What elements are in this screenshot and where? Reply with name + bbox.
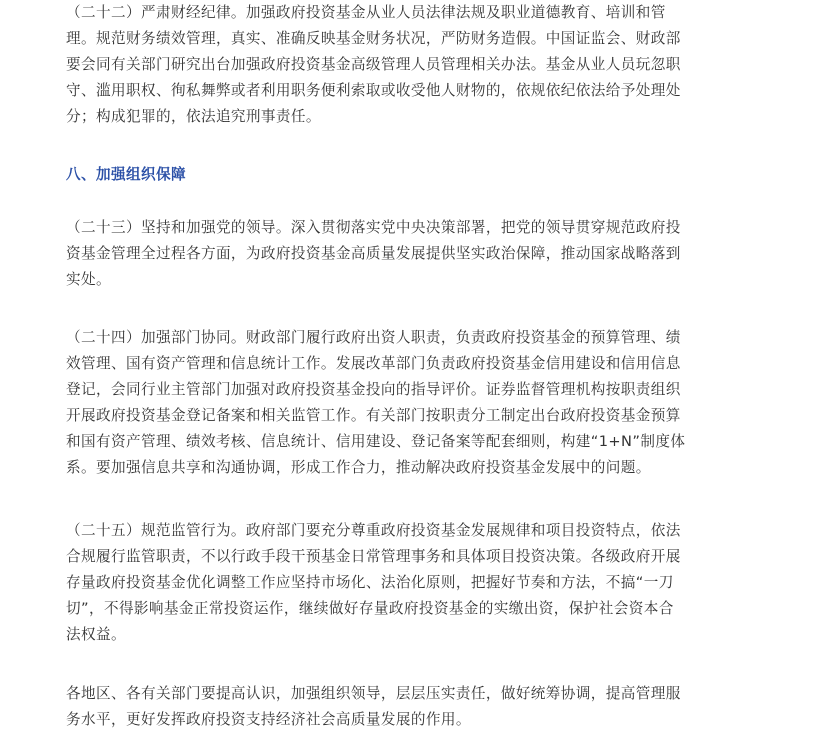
paragraph-line: 分；构成犯罪的，依法追究刑事责任。 bbox=[66, 108, 321, 125]
paragraph-line: 守、滥用职权、徇私舞弊或者利用职务便利索取或收受他人财物的，依规依纪依法给予处理处 bbox=[66, 82, 681, 99]
paragraph-final bbox=[66, 681, 681, 733]
paragraph-23 bbox=[66, 215, 681, 293]
paragraph-line: （二十三）坚持和加强党的领导。深入贯彻落实党中央决策部署，把党的领导贯穿规范政府投 bbox=[66, 219, 681, 236]
section-heading: 八、加强组织保障 bbox=[66, 166, 186, 183]
paragraph-25 bbox=[66, 518, 681, 648]
paragraph-line: 要会同有关部门研究出台加强政府投资基金高级管理人员管理相关办法。基金从业人员玩忽职 bbox=[66, 56, 681, 73]
paragraph-line: 各地区、各有关部门要提高认识，加强组织领导，层层压实责任，做好统筹协调，提高管理服 bbox=[66, 685, 681, 702]
paragraph-22 bbox=[66, 0, 681, 130]
paragraph-line: 系。要加强信息共享和沟通协调，形成工作合力，推动解决政府投资基金发展中的问题。 bbox=[66, 459, 651, 476]
paragraph-line: 理。规范财务绩效管理，真实、准确反映基金财务状况，严防财务造假。中国证监会、财政部 bbox=[66, 30, 681, 47]
paragraph-line: 合规履行监管职责，不以行政手段干预基金日常管理事务和具体项目投资决策。各级政府开展 bbox=[66, 548, 681, 565]
paragraph-line: 存量政府投资基金优化调整工作应坚持市场化、法治化原则，把握好节奏和方法，不搞“一刀 bbox=[66, 574, 674, 591]
paragraph-line: 和国有资产管理、绩效考核、信息统计、信用建设、登记备案等配套细则，构建“1+N”制度体 bbox=[66, 433, 686, 450]
paragraph-line: 开展政府投资基金登记备案和相关监管工作。有关部门按职责分工制定出台政府投资基金预算 bbox=[66, 407, 681, 424]
paragraph-line: （二十五）规范监管行为。政府部门要充分尊重政府投资基金发展规律和项目投资特点，依法 bbox=[66, 522, 681, 539]
paragraph-line: 务水平，更好发挥政府投资支持经济社会高质量发展的作用。 bbox=[66, 711, 471, 728]
paragraph-line: （二十二）严肃财经纪律。加强政府投资基金从业人员法律法规及职业道德教育、培训和管 bbox=[66, 4, 666, 21]
paragraph-line: 实处。 bbox=[66, 271, 111, 288]
paragraph-line: 资基金管理全过程各方面，为政府投资基金高质量发展提供坚实政治保障，推动国家战略落到 bbox=[66, 245, 681, 262]
paragraph-24 bbox=[66, 325, 685, 481]
paragraph-line: 法权益。 bbox=[66, 626, 126, 643]
paragraph-line: 效管理、国有资产管理和信息统计工作。发展改革部门负责政府投资基金信用建设和信用信息 bbox=[66, 355, 681, 372]
paragraph-line: （二十四）加强部门协同。财政部门履行政府出资人职责，负责政府投资基金的预算管理、绩 bbox=[66, 329, 681, 346]
paragraph-line: 登记，会同行业主管部门加强对政府投资基金投向的指导评价。证券监督管理机构按职责组织 bbox=[66, 381, 681, 398]
paragraph-line: 切”，不得影响基金正常投资运作，继续做好存量政府投资基金的实缴出资，保护社会资本合 bbox=[66, 600, 674, 617]
